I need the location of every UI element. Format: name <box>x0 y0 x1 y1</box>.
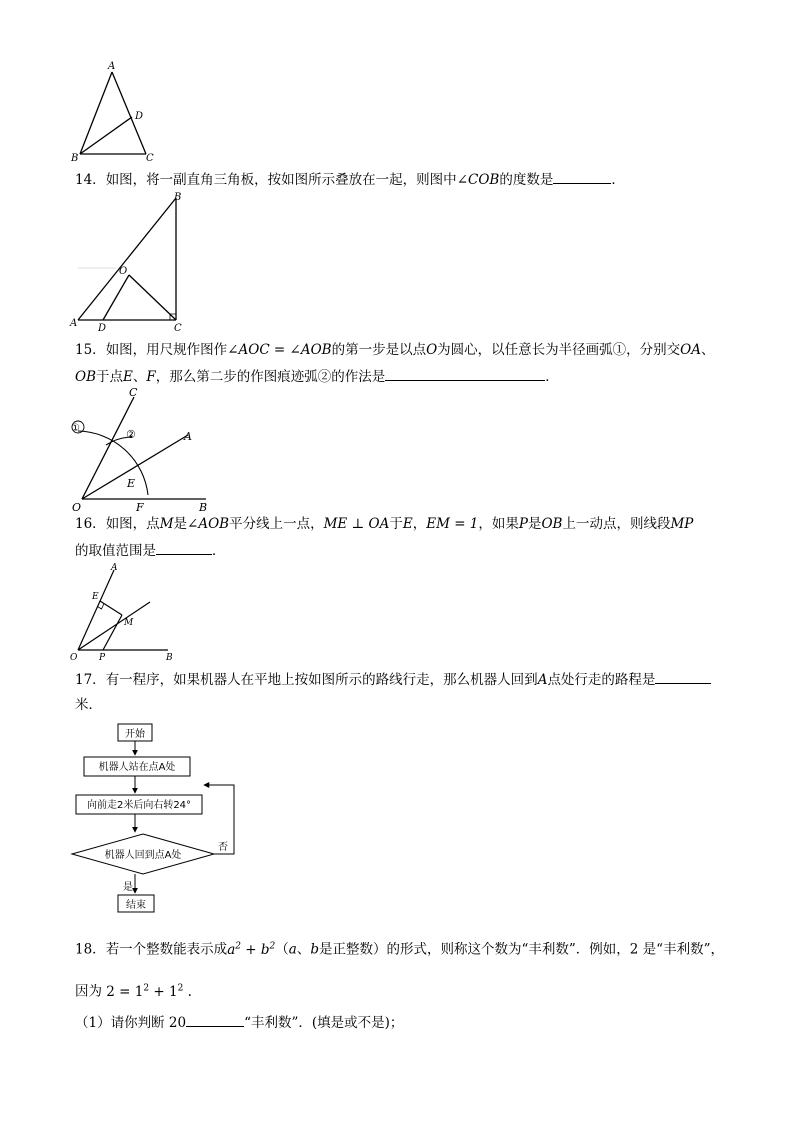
fig15-label-o: O <box>72 501 82 514</box>
q16-end: ． <box>212 543 226 559</box>
fig15-label-c: C <box>129 386 138 399</box>
flow-step1-label: 机器人站在点A处 <box>98 762 176 773</box>
q15-text: 、 <box>701 342 715 358</box>
flow-yes-label: 是 <box>123 882 133 893</box>
figure-q16 <box>66 560 186 665</box>
q18-example-equation: $2 = 1^2 + 1^2$ . <box>102 983 192 1000</box>
question-17-line1 <box>75 669 711 690</box>
q16-em-length: EM = 1 <box>426 516 479 532</box>
fig15-label-e: E <box>127 477 136 490</box>
q16-segment-mp: MP <box>670 516 694 532</box>
q15-answer-blank[interactable] <box>385 366 545 381</box>
fig15-label-f: F <box>136 501 144 514</box>
q18-sub1-text: （1）请你判断 20 <box>75 1015 187 1031</box>
q15-point-f: F <box>146 369 156 385</box>
q18-var-a: a <box>288 941 297 958</box>
q16-text: 如图，点 <box>105 516 160 532</box>
q15-text: 于点 <box>96 369 123 385</box>
q15-number: 15． <box>75 342 106 358</box>
fig14-label-c: C <box>174 323 182 333</box>
q15-ray-oa: OA <box>680 342 701 358</box>
fig16-label-e: E <box>92 592 99 602</box>
fig13-label-d: D <box>135 111 144 122</box>
q18-var-b: b <box>310 941 319 958</box>
figure-q14 <box>66 188 196 333</box>
q16-text: 的取值范围是 <box>75 543 156 559</box>
q15-text: 为圆心，以任意长为半径画弧①，分别交 <box>437 342 681 358</box>
q18-expression: $a^2 + b^2$ <box>227 941 276 958</box>
flow-no-label: 否 <box>218 842 228 853</box>
q16-ray-ob: OB <box>541 516 563 532</box>
question-18-sub1 <box>75 1012 403 1033</box>
fig15-arc2-label: ② <box>126 428 136 441</box>
q15-point-o: O <box>426 342 438 358</box>
fig13-label-c: C <box>146 153 154 164</box>
flowchart <box>66 718 256 918</box>
q16-number: 16． <box>75 516 106 532</box>
q14-text-before: 如图，将一副直角三角板，按如图所示叠放在一起，则图中 <box>105 172 457 188</box>
q16-point-e: E <box>402 516 413 532</box>
q18-text: 因为 <box>75 983 102 1000</box>
fig16-label-p: P <box>99 653 106 663</box>
fig14-label-o: O <box>119 266 128 277</box>
fig13-label-a: A <box>108 61 116 72</box>
question-18-line1 <box>75 936 724 960</box>
figure-q13 <box>66 58 166 164</box>
q17-text: 有一程序，如果机器人在平地上按如图所示的路线行走，那么机器人回到 <box>105 672 538 688</box>
q16-text: 平分线上一点， <box>229 516 324 532</box>
q17-text: 点处行走的路程是 <box>547 672 656 688</box>
fig13-label-b: B <box>71 153 79 164</box>
fig15-arc1-label: ① <box>71 423 80 434</box>
q16-point-m: M <box>159 516 174 532</box>
q18-text: 、 <box>296 941 311 958</box>
question-17-line2 <box>75 695 102 715</box>
flow-decision-label: 机器人回到点A处 <box>104 850 182 861</box>
q18-text: （ <box>275 941 289 958</box>
q16-angle: ∠AOB <box>187 516 230 532</box>
q17-answer-blank[interactable] <box>655 669 711 684</box>
q15-text: 如图，用尺规作图作 <box>105 342 228 358</box>
fig16-label-m: M <box>124 618 134 628</box>
q14-text-after: 的度数是 <box>499 172 554 188</box>
q18-number: 18． <box>75 941 106 958</box>
fig16-label-a: A <box>111 563 118 573</box>
q16-perpendicular: ME ⊥ OA <box>323 516 390 532</box>
q16-text: ，如果 <box>478 516 519 532</box>
q14-angle: ∠COB <box>456 172 500 188</box>
fig16-label-b: B <box>166 653 173 663</box>
q15-text: 、 <box>132 369 147 385</box>
q16-text: 于 <box>389 516 403 532</box>
q17-number: 17． <box>75 672 106 688</box>
question-15-line1 <box>75 340 715 360</box>
q14-answer-blank[interactable] <box>553 169 611 184</box>
q18-text: 是正整数）的形式，则称这个数为“丰利数”．例如，2 是“丰利数”， <box>318 941 724 958</box>
q16-text: 是 <box>527 516 542 532</box>
question-15-line2 <box>75 366 559 387</box>
figure-q15 <box>66 385 226 515</box>
flow-start-label: 开始 <box>125 729 145 740</box>
q16-point-p: P <box>518 516 528 532</box>
q18-sub1-answer-blank[interactable] <box>186 1012 244 1027</box>
fig14-label-a: A <box>70 318 78 329</box>
q14-number: 14． <box>75 172 106 188</box>
fig14-label-b: B <box>174 192 182 203</box>
q15-point-e: E <box>123 369 133 385</box>
q16-text: 上一动点，则线段 <box>562 516 671 532</box>
q15-text: 的第一步是以点 <box>331 342 427 358</box>
q15-angle-equation: ∠AOC = ∠AOB <box>227 342 332 358</box>
q18-sub1-end: “丰利数”．(填是或不是)； <box>244 1015 404 1031</box>
q14-end: ． <box>611 172 625 188</box>
question-14 <box>75 169 625 190</box>
question-16-line1 <box>75 514 693 534</box>
q16-text: ， <box>412 516 427 532</box>
q16-answer-blank[interactable] <box>156 540 212 555</box>
fig15-label-a: A <box>184 430 192 443</box>
q15-ray-ob: OB <box>75 369 96 385</box>
q15-text: ，那么第二步的作图痕迹弧②的作法是 <box>155 369 386 385</box>
fig16-label-o: O <box>70 653 78 663</box>
q17-point-a: A <box>537 672 548 688</box>
q17-unit: 米． <box>75 697 102 713</box>
q16-text: 是 <box>173 516 188 532</box>
fig14-label-d: D <box>98 323 107 333</box>
question-16-line2 <box>75 540 226 561</box>
q18-text: 若一个整数能表示成 <box>105 941 228 958</box>
flow-step2-label: 向前走2米后向右转24° <box>86 800 192 811</box>
q15-end: ． <box>545 369 559 385</box>
fig15-label-b: B <box>199 501 208 514</box>
question-18-line2 <box>75 978 192 1002</box>
flow-end-label: 结束 <box>126 900 146 911</box>
